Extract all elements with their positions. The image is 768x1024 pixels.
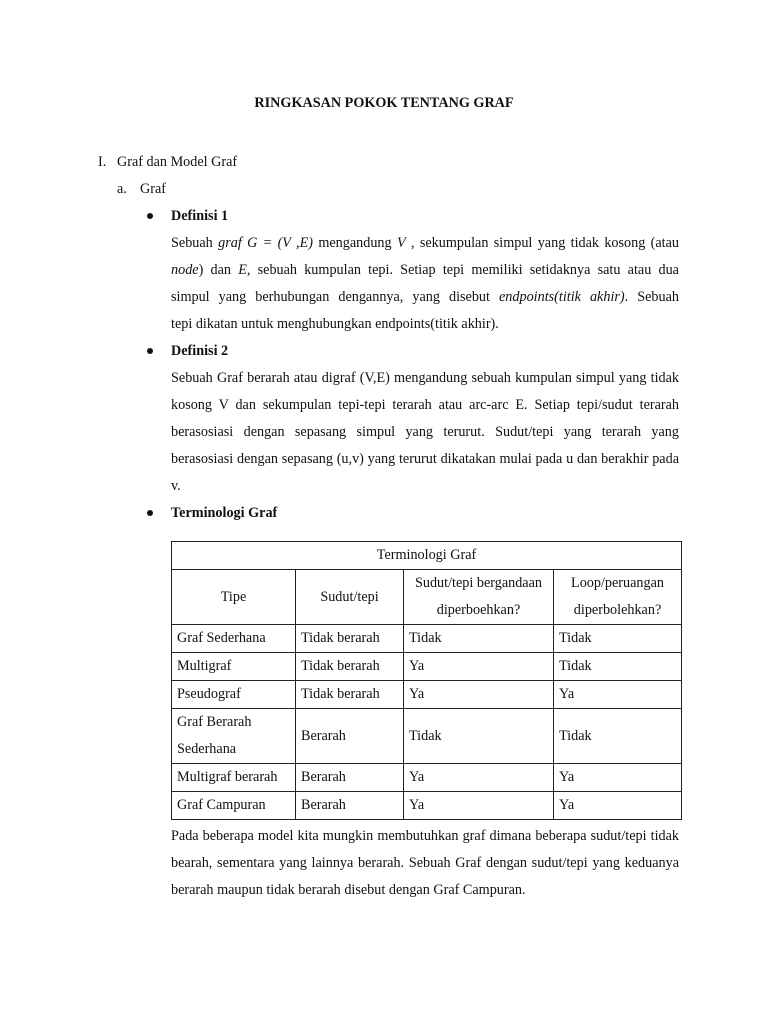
table-cell: Multigraf xyxy=(172,653,296,681)
table-cell: Ya xyxy=(404,653,554,681)
table-cell: Ya xyxy=(404,792,554,820)
table-cell: Berarah xyxy=(296,709,404,764)
column-header: Loop/peruangan diperbolehkan? xyxy=(554,570,682,625)
column-header: Sudut/tepi xyxy=(296,570,404,625)
table-cell: Tidak berarah xyxy=(296,681,404,709)
table-cell: Ya xyxy=(554,792,682,820)
def1-paragraph xyxy=(171,230,679,338)
def1-line-1: Sebuah graf G = (V ,E) mengandung V , sekumpulan simpul yang tidak kosong (atau xyxy=(171,235,680,251)
def1-heading: Definisi 1 xyxy=(171,208,229,224)
table-cell: Tidak berarah xyxy=(296,625,404,653)
table-row xyxy=(172,653,682,681)
bullet-icon xyxy=(147,510,153,516)
column-header: Tipe xyxy=(172,570,296,625)
section-title: Graf dan Model Graf xyxy=(117,154,238,170)
table-cell: Ya xyxy=(554,681,682,709)
table-cell: Tidak xyxy=(554,625,682,653)
table-cell: Ya xyxy=(404,681,554,709)
table-row xyxy=(172,764,682,792)
table-cell: Berarah xyxy=(296,792,404,820)
table-cell: Ya xyxy=(404,764,554,792)
table-cell: Tidak berarah xyxy=(296,653,404,681)
def1-line-3: simpul yang berhubungan dengannya, yang disebut endpoints(titik akhir). Sebuah xyxy=(171,289,679,305)
def2-heading: Definisi 2 xyxy=(171,343,229,359)
table-cell: Tidak xyxy=(554,709,682,764)
def1-line-4: tepi dikatan untuk menghubungkan endpoints(titik akhir). xyxy=(171,316,499,332)
table-cell: Tidak xyxy=(404,709,554,764)
def1-line-2: node) dan E, sebuah kumpulan tepi. Setiap tepi memiliki setidaknya satu atau dua xyxy=(171,262,679,278)
table-cell: Ya xyxy=(554,764,682,792)
section-number: I. xyxy=(98,154,107,170)
table-row xyxy=(172,709,682,764)
table-row xyxy=(172,792,682,820)
table-header-row xyxy=(172,570,682,625)
table-caption-row xyxy=(172,542,682,570)
closing-paragraph: Pada beberapa model kita mungkin membutuhkan graf dimana beberapa sudut/tepi tidak bearah, sementara yang lainnya berarah. Sebuah Graf dengan sudut/tepi yang keduanya berarah maupun tidak berarah disebut dengan Graf Campuran. xyxy=(171,828,679,898)
terminologi-heading: Terminologi Graf xyxy=(171,505,278,521)
table-cell: Multigraf berarah xyxy=(172,764,296,792)
terminologi-table xyxy=(171,541,682,820)
table-cell: Berarah xyxy=(296,764,404,792)
def2-paragraph: Sebuah Graf berarah atau digraf (V,E) mengandung sebuah kumpulan simpul yang tidak kosong V dan sekumpulan tepi-tepi terarah atau arc-arc E. Setiap tepi/sudut terarah berasosiasi dengan sepasang simpul yang terurut. Sudut/tepi yang terarah yang berasosiasi dengan sepasang (u,v) yang terurut dikatakan mulai pada u dan berakhir pada v. xyxy=(171,370,679,494)
table-row xyxy=(172,625,682,653)
table-cell: Tidak xyxy=(554,653,682,681)
bullet-icon xyxy=(147,348,153,354)
table-cell: Graf Berarah Sederhana xyxy=(172,709,296,764)
table-cell: Pseudograf xyxy=(172,681,296,709)
column-header: Sudut/tepi bergandaan diperboehkan? xyxy=(404,570,554,625)
table-caption: Terminologi Graf xyxy=(172,542,682,570)
table-cell: Graf Campuran xyxy=(172,792,296,820)
subsection-title: Graf xyxy=(140,181,166,197)
document-title: RINGKASAN POKOK TENTANG GRAF xyxy=(254,95,514,111)
table-cell: Graf Sederhana xyxy=(172,625,296,653)
bullet-icon xyxy=(147,213,153,219)
table-row xyxy=(172,681,682,709)
table-cell: Tidak xyxy=(404,625,554,653)
subsection-letter: a. xyxy=(117,181,127,197)
